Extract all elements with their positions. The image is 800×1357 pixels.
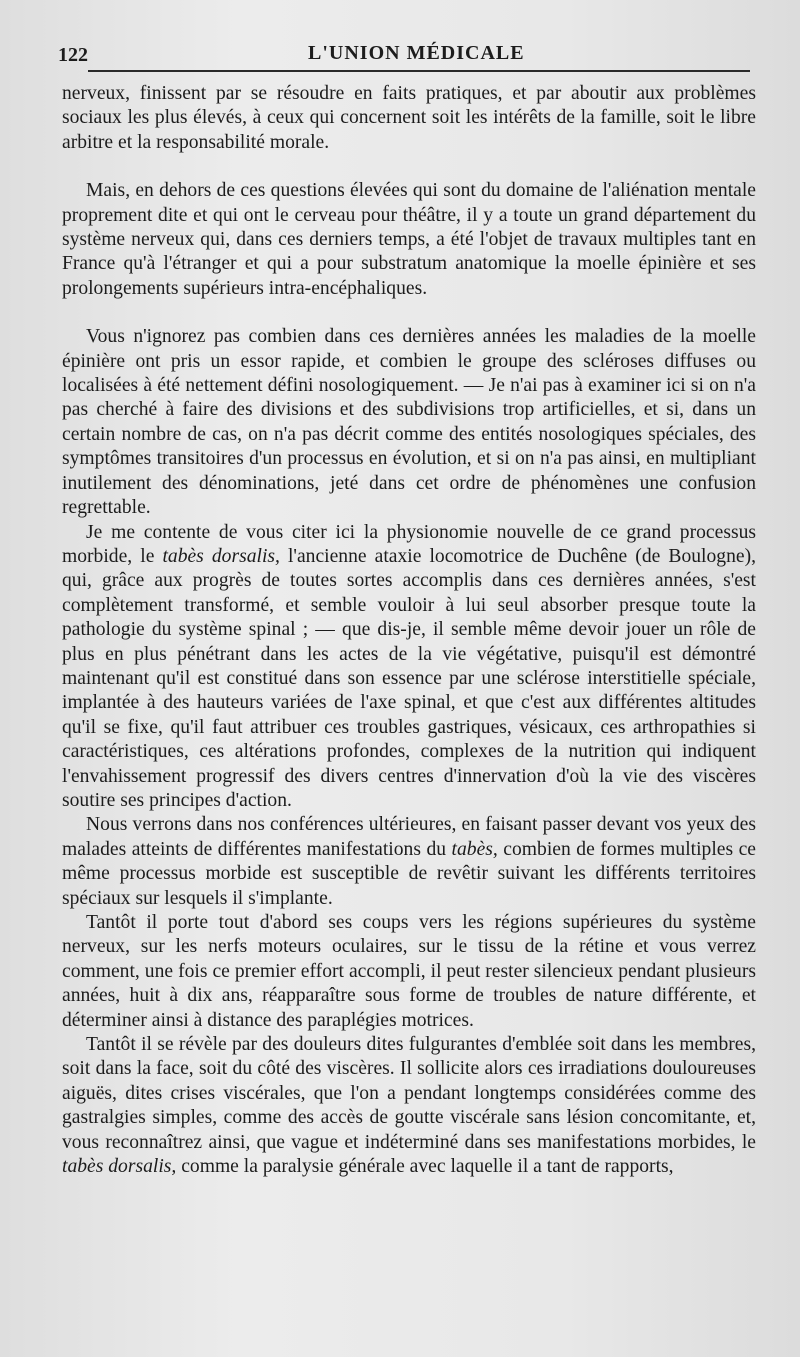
running-title: L'UNION MÉDICALE [308,42,525,64]
italic-term: tabès dorsalis, [162,545,280,567]
italic-term: tabès dorsalis, [62,1156,177,1178]
body-text [62,82,756,1179]
header-rule [88,70,750,72]
italic-term: tabès, [451,838,498,860]
paragraph-4: Je me contente de vous citer ici la physionomie nouvelle de ce grand processus morbide, le tabès dorsalis, l'ancienne ataxie locomotrice de Duchêne (de Boulogne), qui, grâce aux progrès de toutes sortes accomplis dans ces dernières années, s'est complètement transformé, et semble vouloir à lui seul absorber presque toute la pathologie du système spinal ; — que dis-je, il semble même devoir jouer un rôle de plus en plus pénétrant dans les actes de la vie végétative, puisqu'il est démontré maintenant qu'il est constitué dans son essence par une sclérose interstitielle spéciale, implantée à des hauteurs variées de l'axe spinal, et que c'est aux différentes altitudes qu'il se fixe, qu'il faut attribuer ces troubles gastriques, vésicaux, ces arthropathies si caractéristiques, ces altérations profondes, complexes de la nutrition qui indiquent l'envahissement progressif des divers centres d'innervation d'où la vie des viscères soutire ses principes d'action. [62,521,756,811]
paragraph-1: nerveux, finissent par se résoudre en faits pratiques, et par aboutir aux problèmes sociaux les plus élevés, à ceux qui concernent soit les intérêts de la famille, soit le libre arbitre et la responsabilité morale. [62,83,756,153]
paragraph-5: Nous verrons dans nos conférences ultérieures, en faisant passer devant vos yeux des malades atteints de différentes manifestations du tabès, combien de formes multiples ce même processus morbide est susceptible de revêtir suivant les différents territoires spéciaux sur lesquels il s'implante. [62,814,756,909]
paragraph-2: Mais, en dehors de ces questions élevées qui sont du domaine de l'aliénation mentale proprement dite et qui ont le cerveau pour théâtre, il y a toute un grand département du système nerveux qui, dans ces derniers temps, a été l'objet de travaux multiples tant en France qu'à l'étranger et qui a pour substratum anatomique la moelle épinière et ses prolongements supérieurs intra-encéphaliques. [62,180,756,299]
paragraph-3: Vous n'ignorez pas combien dans ces dernières années les maladies de la moelle épinière ont pris un essor rapide, et combien le groupe des scléroses diffuses ou localisées à été nettement défini nosologiquement. — Je n'ai pas à examiner ici si on n'a pas cherché à faire des divisions et des subdivisions trop artificielles, et si, dans un certain nombre de cas, on n'a pas décrit comme des entités nosologiques spéciales, des symptômes transitoires d'un processus en évolution, et si on n'a pas ainsi, en multipliant inutilement des dénominations, jeté dans cet ordre de phénomènes une confusion regrettable. [62,326,756,519]
page-header [58,38,750,70]
paragraph-6: Tantôt il porte tout d'abord ses coups vers les régions supérieures du système nerveux, sur les nerfs moteurs oculaires, sur le tissu de la rétine et vous verrez comment, une fois ce premier effort accompli, il peut rester silencieux pendant plusieurs années, huit à dix ans, réapparaître sous forme de troubles de nature différente, et déterminer ainsi à distance des paraplégies motrices. [62,912,756,1031]
paragraph-7: Tantôt il se révèle par des douleurs dites fulgurantes d'emblée soit dans les membres, soit dans la face, soit du côté des viscères. Il sollicite alors ces irradiations douloureuses aiguës, dites crises viscérales, que l'on a pendant longtemps considérées comme des gastralgies simples, comme des accès de goutte viscérale sans lésion concomitante, et, vous reconnaîtrez ainsi, que vague et indéterminé dans ses manifestations morbides, le tabès dorsalis, comme la paralysie générale avec laquelle il a tant de rapports, [62,1034,756,1178]
page-number: 122 [58,44,88,66]
